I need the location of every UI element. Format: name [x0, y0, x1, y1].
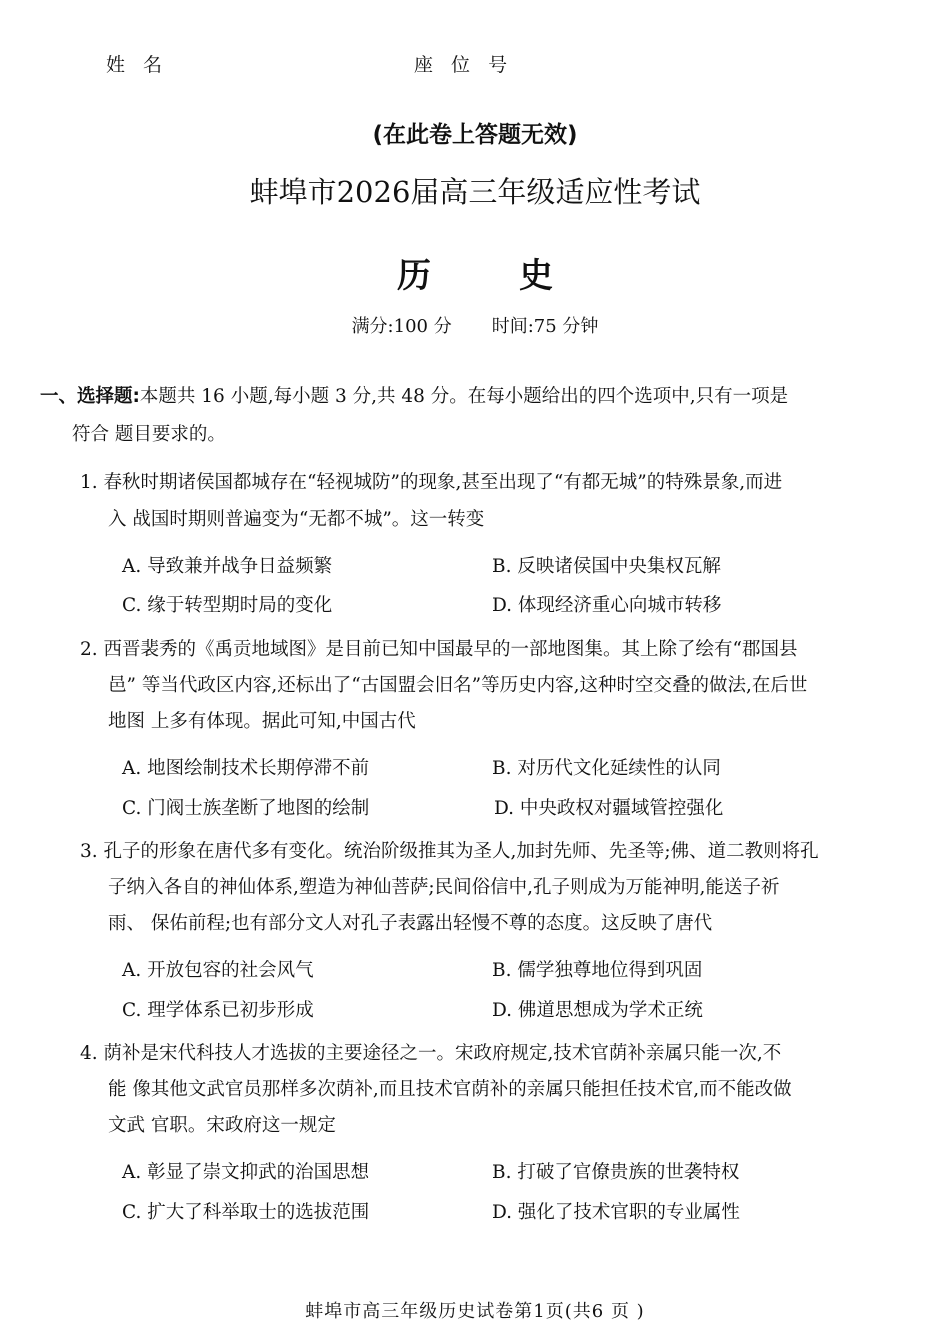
full-marks: 满分:100 分 [351, 316, 452, 337]
q4-option-c: C. 扩大了科举取士的选拔范围 [122, 1202, 370, 1223]
name-label: 姓 名 [106, 54, 169, 76]
seat-number-label: 座 位 号 [414, 54, 514, 76]
q4-option-b: B. 打破了官僚贵族的世袭特权 [492, 1162, 740, 1183]
page-footer: 蚌埠市高三年级历史试卷第1页(共6 页 ) [305, 1301, 645, 1322]
section-instructions-2: 符合 题目要求的。 [72, 424, 226, 445]
exam-time: 时间:75 分钟 [491, 316, 599, 337]
subject-char-1: 历 [397, 256, 431, 296]
q4-line-1: 4. 荫补是宋代科技人才选拔的主要途径之一。宋政府规定,技术官荫补亲属只能一次,不 [80, 1043, 782, 1064]
q2-line-1: 2. 西晋裴秀的《禹贡地域图》是目前已知中国最早的一部地图集。其上除了绘有“郡国县 [80, 639, 798, 660]
q2-line-2: 邑” 等当代政区内容,还标出了“古国盟会旧名”等历史内容,这种时空交叠的做法,在后世 [108, 675, 808, 696]
q3-option-d: D. 佛道思想成为学术正统 [492, 1000, 703, 1021]
q3-line-3: 雨、 保佑前程;也有部分文人对孔子表露出轻慢不尊的态度。这反映了唐代 [108, 913, 713, 934]
q2-option-b: B. 对历代文化延续性的认同 [492, 758, 721, 779]
q2-option-a: A. 地图绘制技术长期停滞不前 [122, 758, 370, 779]
invalid-answer-notice: (在此卷上答题无效) [372, 122, 578, 148]
section-instructions-1: 本题共 16 小题,每小题 3 分,共 48 分。在每小题给出的四个选项中,只有一项是 [139, 386, 789, 407]
q4-line-2: 能 像其他文武官员那样多次荫补,而且技术官荫补的亲属只能担任技术官,而不能改做 [108, 1079, 792, 1100]
q1-line-2: 入 战国时期则普遍变为“无都不城”。这一转变 [108, 509, 485, 530]
exam-title: 蚌埠市2026届高三年级适应性考试 [249, 175, 701, 209]
q1-line-1: 1. 春秋时期诸侯国都城存在“轻视城防”的现象,甚至出现了“有都无城”的特殊景象,而进 [80, 472, 783, 493]
q3-line-1: 3. 孔子的形象在唐代多有变化。统治阶级推其为圣人,加封先师、先圣等;佛、道二教则将孔 [80, 841, 819, 862]
q1-option-d: D. 体现经济重心向城市转移 [492, 595, 722, 616]
q4-line-3: 文武 官职。宋政府这一规定 [108, 1115, 336, 1136]
q4-option-a: A. 彰显了崇文抑武的治国思想 [122, 1162, 370, 1183]
q1-option-b: B. 反映诸侯国中央集权瓦解 [492, 556, 721, 577]
q3-option-c: C. 理学体系已初步形成 [122, 1000, 314, 1021]
q3-line-2: 子纳入各自的神仙体系,塑造为神仙菩萨;民间俗信中,孔子则成为万能神明,能送子祈 [108, 877, 780, 898]
subject-title [0, 248, 950, 297]
q3-option-b: B. 儒学独尊地位得到巩固 [492, 960, 703, 981]
score-info [0, 312, 950, 338]
q4-option-d: D. 强化了技术官职的专业属性 [492, 1202, 740, 1223]
q2-line-3: 地图 上多有体现。据此可知,中国古代 [108, 711, 416, 732]
section-title: 一、选择题: [40, 386, 140, 407]
q2-option-c: C. 门阀士族垄断了地图的绘制 [122, 798, 370, 819]
section-heading [40, 382, 788, 408]
q2-option-d: D. 中央政权对疆域管控强化 [494, 798, 724, 819]
q1-option-a: A. 导致兼并战争日益频繁 [122, 556, 333, 577]
q3-option-a: A. 开放包容的社会风气 [122, 960, 314, 981]
subject-char-2: 史 [519, 256, 553, 296]
q1-option-c: C. 缘于转型期时局的变化 [122, 595, 333, 616]
